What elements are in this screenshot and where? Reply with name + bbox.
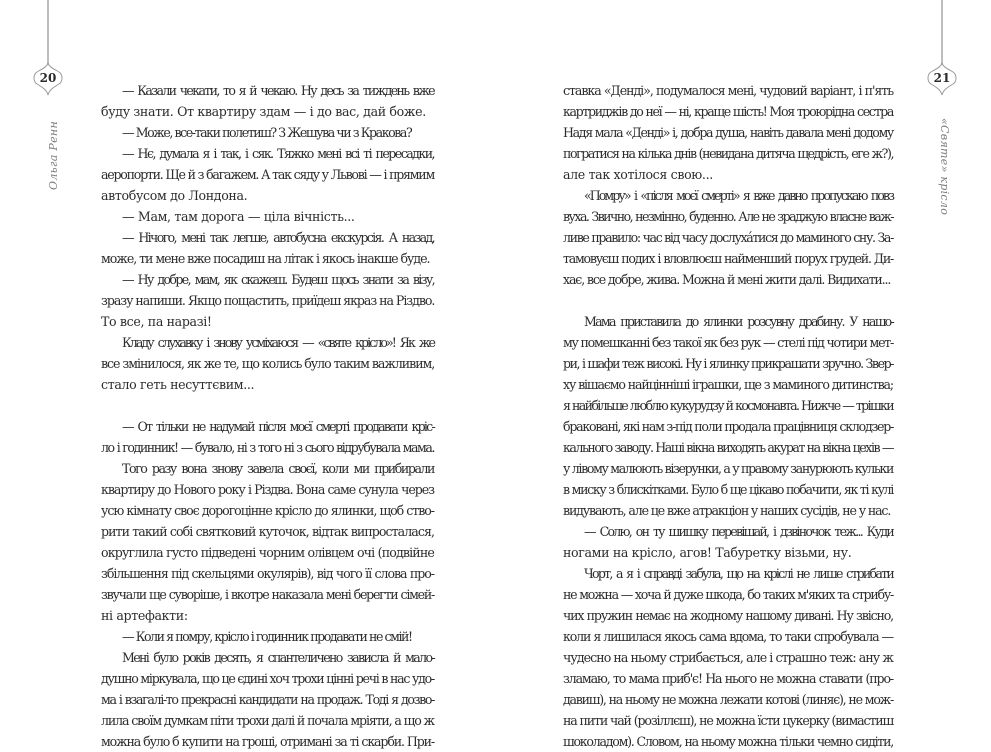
text-line: лила своїм думкам піти трохи далі й почала мріяти, а що ж: [101, 713, 434, 728]
ornament-thread: [47, 0, 49, 64]
text-line: зламаю, то мама приб'є! На нього не можна ставати (про-: [563, 671, 893, 686]
text-line: видувають, але це вже атракціон у наших сусідів, не у нас.: [563, 503, 891, 518]
text-line: давиш), на ньому не можна лежати котові (линяє), не мож-: [563, 692, 893, 707]
text-line: му помешканні без такої як без рук — стелі під чотири мет-: [563, 335, 893, 350]
text-line: все змінилося, як же те, що колись було таким важливим,: [101, 356, 435, 371]
text-line: Того разу вона знову завела своєї, коли ми прибирали: [122, 461, 434, 476]
text-line: автобусом до Лондона.: [101, 188, 248, 203]
text-line: браковані, які нам з-під поли продала працівниця склодзер-: [563, 419, 894, 434]
text-line: ло і годинник! — бувало, ні з того ні з сього відрубувала мама.: [101, 440, 434, 455]
text-line: «Помру» і «після моєї смерті» я вже давно пропускаю повз: [584, 188, 893, 203]
running-header-title: «Святе» крісло: [938, 118, 951, 216]
text-line: не можна — хоча й дуже шкода, бо таких м'яких та стрибу-: [563, 587, 893, 602]
text-line: зразу напиши. Якщо пощастить, приїдеш якраз на Різдво.: [101, 293, 435, 308]
section-break: [563, 290, 893, 311]
text-line: ма і взагалі-то прекрасні кандидати на продаж. Тоді я дозво-: [101, 692, 434, 707]
text-line: можна було б купити на гроші, отримані за ті скарби. При-: [101, 734, 434, 749]
text-line: тамовуєш подих і вловлюєш найменший порух грудей. Ди-: [563, 251, 893, 266]
page-number-ornament: [926, 62, 958, 96]
text-line: — Може, все-таки полетиш? З Жешува чи з Кракова?: [122, 125, 412, 140]
text-line: шоколадом). Словом, на ньому можна тільки чемно сидіти,: [563, 734, 893, 749]
text-line: ху вішаємо найцінніші іграшки, ще з маминого дитинства;: [563, 377, 893, 392]
text-line: картриджів до неї — ні, краще шість! Моя троюрідна сестра: [563, 104, 893, 119]
text-line: — Солю, он ту шишку перевішай, і дзвіночок теж... Куди: [584, 524, 893, 539]
text-line: хає, все добре, жива. Можна й мені жити далі. Видихати...: [563, 272, 891, 287]
text-line: я найбільше люблю кукурудзу й космонавта. Нижче — трішки: [563, 398, 893, 413]
text-line: стало геть несуттєвим...: [101, 377, 255, 392]
ornament-thread: [941, 0, 943, 64]
text-line: кального заводу. Наші вікна виходять акурат на вікна цехів —: [563, 440, 893, 455]
text-line: — Нічого, мені так легше, автобусна екскурсія. А назад,: [122, 230, 434, 245]
text-column-left: [101, 80, 434, 752]
page-number-ornament: [32, 62, 64, 96]
text-line: але так хотілося свою...: [563, 167, 713, 182]
text-line: аеропорти. Ще й з багажем. А так сяду у Львові — і прямим: [101, 167, 434, 182]
text-line: Мама приставила до ялинки розсувну драбину. У нашо-: [584, 314, 893, 329]
text-line: ставка «Денді», подумалося мені, чудовий варіант, і п'ять: [563, 83, 893, 98]
text-line: То все, па наразі!: [101, 314, 212, 329]
text-line: Мені було років десять, я спантеличено зависла й мало-: [122, 650, 434, 665]
text-line: усю кімнату своє дорогоцінне крісло до ялинки, щоб ство-: [101, 503, 434, 518]
text-line: Чорт, а я і справді забула, що на кріслі не лише стрибати: [584, 566, 893, 581]
text-line: — Нє, думала я і так, і сяк. Тяжко мені всі ті пересадки,: [122, 146, 434, 161]
text-line: звучали ще суворіше, і вкотре наказала мені берегти сімей-: [101, 587, 434, 602]
text-line: рити такий собі святковий куточок, відтак випросталася,: [101, 524, 434, 539]
text-line: збільшення під скельцями окулярів), від чого її слова про-: [101, 566, 434, 581]
page-number: 20: [39, 71, 57, 85]
text-line: чих пружин немає на жодному нашому дивані. Ну звісно,: [563, 608, 893, 623]
text-line: ні артефакти:: [101, 608, 188, 623]
text-line: може, ти мене вже посадиш на літак і якось інакше буде.: [101, 251, 430, 266]
text-line: коли я лишилася якось сама вдома, то таки спробувала —: [563, 629, 893, 644]
text-line: чудесно на ньому стрибається, але і страшно теж: ану ж: [563, 650, 893, 665]
text-line: — Казали чекати, то я й чекаю. Ну десь за тиждень вже: [122, 83, 434, 98]
text-line: округлила густо підведені чорним олівцем очі (подвійне: [101, 545, 434, 560]
text-line: погратися на кілька днів (невидана дитяча щедрість, еге ж?),: [563, 146, 893, 161]
text-line: ливе правило: час від часу дослухáтися до маминого сну. За-: [563, 230, 893, 245]
text-line: ногами на крісло, агов! Табуретку візьми, ну.: [563, 545, 852, 560]
text-line: — От тільки не надумай після моєї смерті продавати кріс-: [122, 419, 434, 434]
text-line: Кладу слухавку і знову усміхаюся — «святе крісло»! Як же: [122, 335, 434, 350]
text-column-right: [563, 80, 893, 752]
text-line: на пити чай (розіллєш), не можна їсти цукерку (вимастиш: [563, 713, 893, 728]
text-line: — Коли я помру, крісло і годинник продавати не смій!: [122, 629, 412, 644]
text-line: душно міркувала, що це єдині хоч трохи цінні речі в нас удо-: [101, 671, 434, 686]
section-break: [101, 395, 434, 416]
text-line: буду знати. От квартиру здам — і до вас, дай боже.: [101, 104, 426, 119]
text-line: у лівому малюють візерунки, а у правому занурюють кульки: [563, 461, 893, 476]
text-line: вуха. Звично, незмінно, буденно. Але не зраджую власне важ-: [563, 209, 893, 224]
text-line: квартиру до Нового року і Різдва. Вона саме сунула через: [101, 482, 434, 497]
text-line: — Мам, там дорога — ціла вічність...: [122, 209, 355, 224]
page-number: 21: [933, 71, 951, 85]
text-line: ри, і шафи теж високі. Ну і ялинку прикрашати зручно. Звер-: [563, 356, 893, 371]
text-line: — Ну добре, мам, як скажеш. Будеш щось знати за візу,: [122, 272, 434, 287]
text-line: в миску з блискітками. Було б ще цікаво побачити, як ті кулі: [563, 482, 893, 497]
left-page: [0, 0, 495, 749]
text-line: Надя мала «Денді» і, добра душа, навіть давала мені додому: [563, 125, 893, 140]
running-header-author: Ольга Ренн: [47, 120, 60, 190]
